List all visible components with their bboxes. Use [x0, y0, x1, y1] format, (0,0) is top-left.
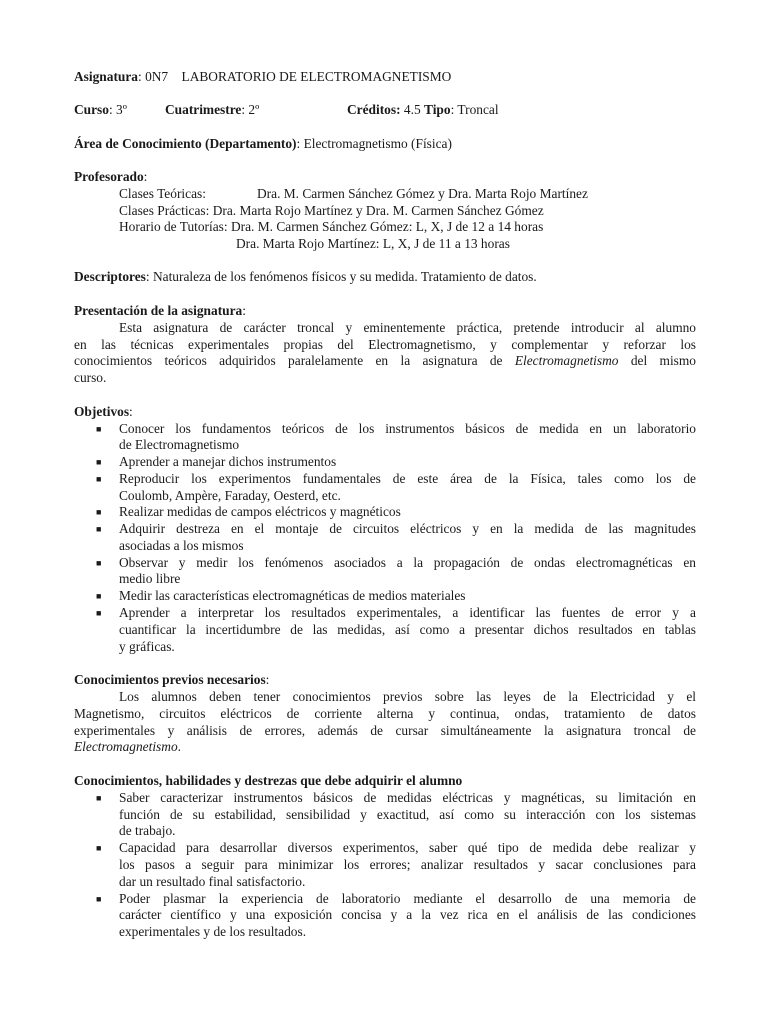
previos-line-3: experimentales y análisis de errores, además de cursar simultáneamente la asignatura troncal de — [74, 723, 696, 738]
previos-line-2: Magnetismo, circuitos eléctricos de corriente alterna y continua, ondas, tratamiento de datos — [74, 706, 696, 721]
descriptores-value: : Naturaleza de los fenómenos físicos y su medida. Tratamiento de datos. — [145, 269, 537, 284]
habilidad-3-line-1: Poder plasmar la experiencia de laboratorio mediante el desarrollo de una memoria de — [119, 891, 696, 906]
habilidad-2-line-1: Capacidad para desarrollar diversos experimentos, saber qué tipo de medida debe realizar y — [119, 840, 696, 855]
objetivo-5-line-2: asociadas a los mismos — [119, 538, 244, 553]
creditos-label: Créditos: — [347, 102, 401, 117]
creditos-value: 4.5 — [400, 102, 421, 117]
habilidad-3-line-2: carácter científico y una exposición concisa y a la vez rica en el análisis de las condiciones — [119, 907, 696, 922]
profesorado-heading — [74, 169, 147, 186]
bullet-icon: ■ — [96, 894, 102, 904]
area-label: Área de Conocimiento (Departamento) — [74, 136, 297, 151]
tipo-label: Tipo — [424, 102, 451, 117]
previos-line-4-post: . — [177, 739, 181, 754]
habilidad-2-line-3: dar un resultado final satisfactorio. — [119, 874, 306, 889]
tutorias-line-2: Dra. Marta Rojo Martínez: L, X, J de 11 a 13 horas — [236, 236, 510, 251]
objetivo-3-line-2: Coulomb, Ampère, Faraday, Oesterd, etc. — [119, 488, 341, 503]
bullet-icon: ■ — [96, 474, 102, 484]
tipo-value: : Troncal — [450, 102, 499, 117]
habilidad-2-line-2: los pasos a seguir para minimizar los errores; analizar resultados y sacar conclusiones para — [119, 857, 696, 872]
bullet-icon: ■ — [96, 793, 102, 803]
asignatura-line — [74, 69, 451, 86]
presentacion-line-3 — [74, 353, 696, 370]
descriptores-label: Descriptores — [74, 269, 146, 284]
area-value: : Electromagnetismo (Física) — [296, 136, 452, 151]
tutorias-line-1: Horario de Tutorías: Dra. M. Carmen Sánchez Gómez: L, X, J de 12 a 14 horas — [119, 219, 544, 234]
objetivo-7: Medir las características electromagnéticas de medios materiales — [119, 588, 466, 603]
area-line — [74, 136, 452, 153]
bullet-icon: ■ — [96, 558, 102, 568]
habilidades-heading — [74, 773, 462, 790]
curso-label: Curso — [74, 102, 109, 117]
descriptores-line — [74, 269, 537, 286]
habilidad-1-line-3: de trabajo. — [119, 823, 176, 838]
previos-line-4 — [74, 739, 181, 756]
objetivo-8-line-1: Aprender a interpretar los resultados experimentales, a identificar las fuentes de error y a — [119, 605, 696, 620]
profesorado-heading-text: Profesorado — [74, 169, 144, 184]
objetivo-3-line-1: Reproducir los experimentos fundamentales de este área de la Física, tales como los de — [119, 471, 696, 486]
clases-teoricas-value: Dra. M. Carmen Sánchez Gómez y Dra. Marta Rojo Martínez — [257, 186, 588, 201]
presentacion-heading — [74, 303, 246, 320]
bullet-icon: ■ — [96, 608, 102, 618]
asignatura-value: : 0N7 LABORATORIO DE ELECTROMAGNETISMO — [138, 69, 452, 84]
bullet-icon: ■ — [96, 507, 102, 517]
bullet-icon: ■ — [96, 424, 102, 434]
objetivos-colon: : — [129, 404, 133, 419]
objetivo-8-line-2: cuantificar la incertidumbre de las medidas, así como a presentar dichos resultados en tablas — [119, 622, 696, 637]
objetivo-6-line-2: medio libre — [119, 571, 181, 586]
curso-line — [74, 102, 127, 119]
clases-teoricas-label: Clases Teóricas: — [119, 186, 206, 201]
habilidades-heading-text: Conocimientos, habilidades y destrezas que debe adquirir el alumno — [74, 773, 463, 788]
objetivo-6-line-1: Observar y medir los fenómenos asociados a la propagación de ondas electromagnéticas en — [119, 555, 696, 570]
presentacion-line-4: curso. — [74, 370, 107, 385]
bullet-icon: ■ — [96, 457, 102, 467]
bullet-icon: ■ — [96, 524, 102, 534]
objetivo-5-line-1: Adquirir destreza en el montaje de circuitos eléctricos y en la medida de las magnitudes — [119, 521, 696, 536]
presentacion-line-3-em: Electromagnetismo — [514, 353, 619, 368]
habilidad-3-line-3: experimentales y de los resultados. — [119, 924, 307, 939]
presentacion-line-1: Esta asignatura de carácter troncal y eminentemente práctica, pretende introducir al alumno — [119, 320, 696, 335]
presentacion-heading-text: Presentación de la asignatura — [74, 303, 243, 318]
cuatrimestre-value: : 2º — [241, 102, 260, 117]
habilidad-1-line-2: función de su estabilidad, sensibilidad y exactitud, así como su interacción con los sistemas — [119, 807, 696, 822]
objetivo-1-line-2: de Electromagnetismo — [119, 437, 240, 452]
previos-line-4-em: Electromagnetismo — [74, 739, 178, 754]
curso-value: : 3º — [108, 102, 127, 117]
habilidad-1-line-1: Saber caracterizar instrumentos básicos de medidas eléctricas y magnéticas, su limitación en — [119, 790, 696, 805]
previos-line-1: Los alumnos deben tener conocimientos previos sobre las leyes de la Electricidad y el — [119, 689, 696, 704]
profesorado-colon: : — [143, 169, 148, 184]
previos-heading — [74, 672, 269, 689]
presentacion-line-3-post: del mismo — [618, 353, 696, 368]
previos-heading-text: Conocimientos previos necesarios — [74, 672, 266, 687]
presentacion-colon: : — [242, 303, 246, 318]
objetivo-8-line-3: y gráficas. — [119, 639, 175, 654]
previos-colon: : — [265, 672, 270, 687]
objetivo-1-line-1: Conocer los fundamentos teóricos de los instrumentos básicos de medida en un laboratorio — [119, 421, 696, 436]
presentacion-line-3-pre: conocimientos teóricos adquiridos paralelamente en la asignatura de — [74, 353, 515, 368]
cuatrimestre-line — [165, 102, 259, 119]
cuatrimestre-label: Cuatrimestre — [165, 102, 242, 117]
objetivo-4: Realizar medidas de campos eléctricos y magnéticos — [119, 504, 401, 519]
objetivo-2: Aprender a manejar dichos instrumentos — [119, 454, 337, 469]
objetivos-heading-text: Objetivos — [74, 404, 130, 419]
bullet-icon: ■ — [96, 591, 102, 601]
bullet-icon: ■ — [96, 843, 102, 853]
objetivos-heading — [74, 404, 133, 421]
presentacion-line-2: en las técnicas experimentales propias del Electromagnetismo, y complementar y reforzar los — [74, 337, 696, 352]
creditos-line — [347, 102, 499, 119]
asignatura-label: Asignatura — [74, 69, 138, 84]
clases-practicas-line: Clases Prácticas: Dra. Marta Rojo Martínez y Dra. M. Carmen Sánchez Gómez — [119, 203, 544, 218]
